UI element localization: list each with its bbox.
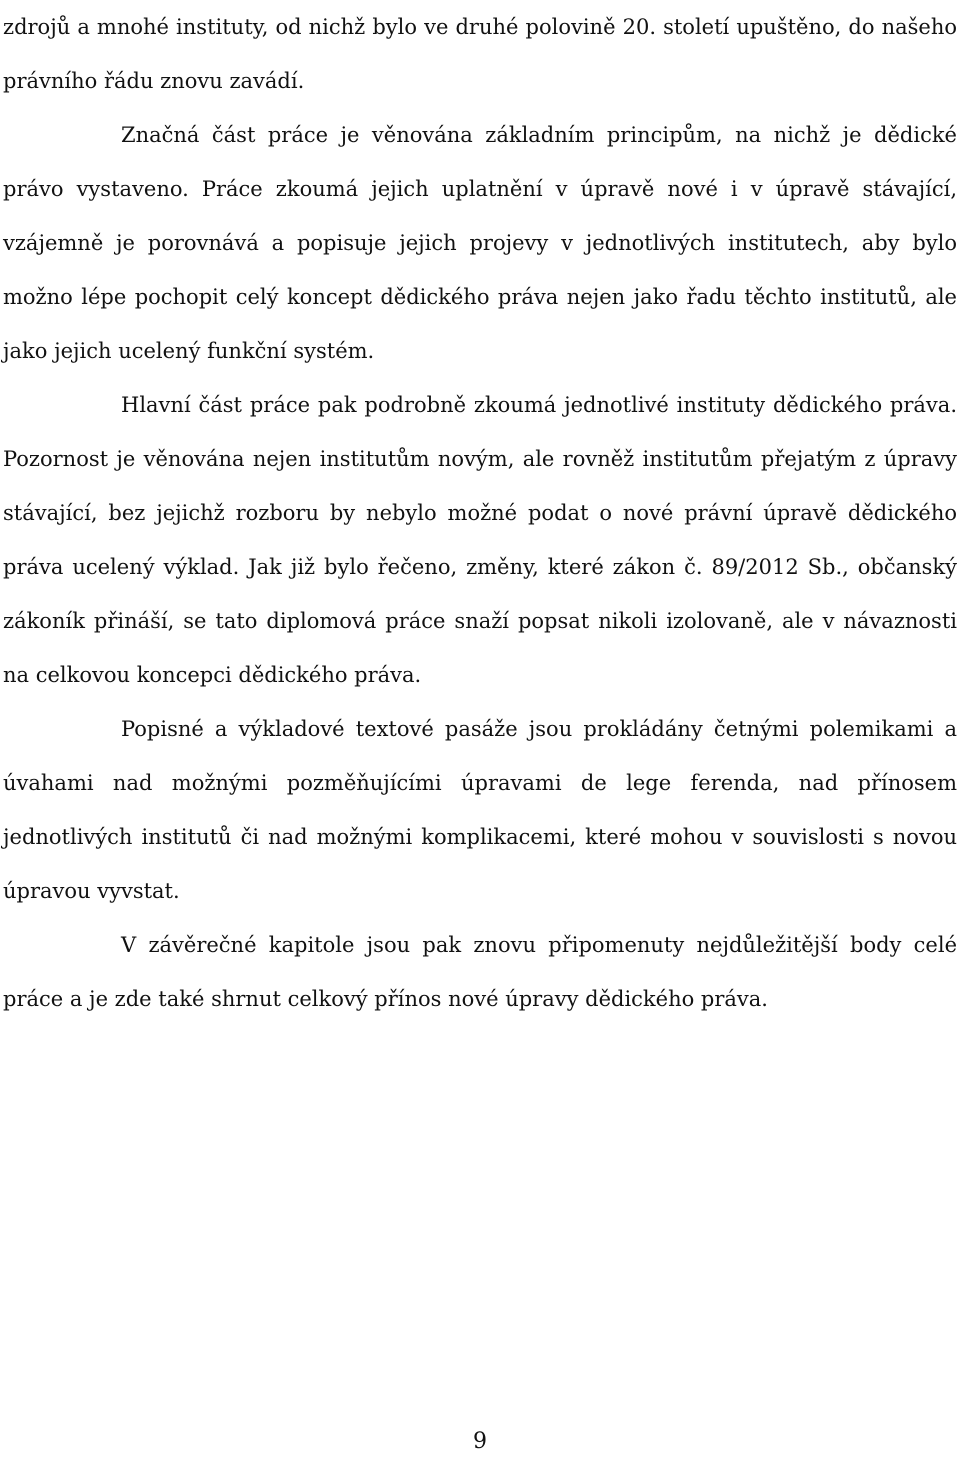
body-text xyxy=(3,0,957,1026)
paragraph-continuation: zdrojů a mnohé instituty, od nichž bylo ve druhé polovině 20. století upuštěno, do našeho právního řádu znovu zavádí. xyxy=(3,15,957,93)
paragraph-conclusion: V závěrečné kapitole jsou pak znovu připomenuty nejdůležitější body celé práce a je zde také shrnut celkový přínos nové úpravy dědického práva. xyxy=(3,933,957,1011)
page-number: 9 xyxy=(473,1429,487,1454)
paragraph-main-part: Hlavní část práce pak podrobně zkoumá jednotlivé instituty dědického práva. Pozornost je věnována nejen institutům novým, ale rovněž institutům přejatým z úpravy stávající, bez jejichž rozboru by nebylo možné podat o nové právní úpravě dědického práva ucelený výklad. Jak již bylo řečeno, změny, které zákon č. 89/2012 Sb., občanský zákoník přináší, se tato diplomová práce snaží popsat nikoli izolovaně, ale v návaznosti na celkovou koncepci dědického práva. xyxy=(3,393,957,687)
paragraph-polemics: Popisné a výkladové textové pasáže jsou prokládány četnými polemikami a úvahami nad možnými pozměňujícími úpravami de lege ferenda, nad přínosem jednotlivých institutů či nad možnými komplikacemi, které mohou v souvislosti s novou úpravou vyvstat. xyxy=(3,717,957,903)
paragraph-principles: Značná část práce je věnována základním principům, na nichž je dědické právo vystaveno. Práce zkoumá jejich uplatnění v úpravě nové i v úpravě stávající, vzájemně je porovnává a popisuje jejich projevy v jednotlivých institutech, aby bylo možno lépe pochopit celý koncept dědického práva nejen jako řadu těchto institutů, ale jako jejich ucelený funkční systém. xyxy=(3,123,957,363)
